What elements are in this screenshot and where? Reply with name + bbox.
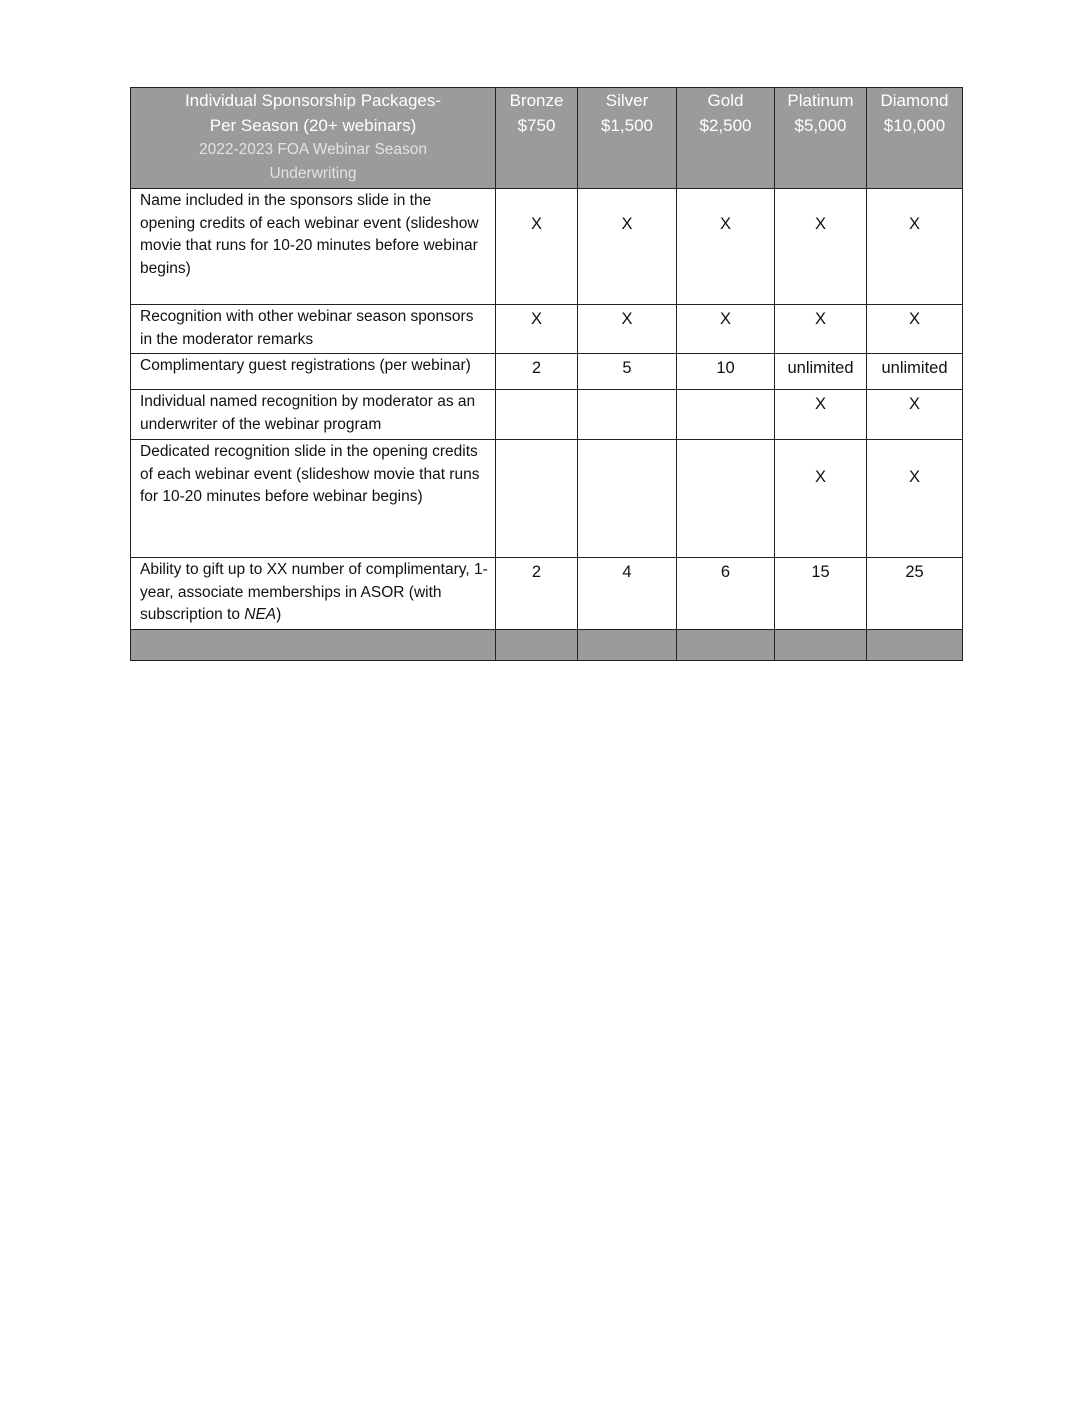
- tier-price: $5,000: [794, 116, 847, 135]
- tier-name: Diamond: [880, 91, 949, 110]
- feature-cell: Dedicated recognition slide in the opening credits of each webinar event (slideshow movie that runs for 10-20 minutes before webinar begins): [131, 440, 496, 558]
- tier-price: $750: [517, 116, 556, 135]
- platinum-value: X: [775, 440, 867, 558]
- package-subtitle-line2: Underwriting: [269, 165, 357, 182]
- table-row: [131, 558, 963, 630]
- diamond-value: unlimited: [867, 354, 963, 390]
- tier-price: $10,000: [883, 116, 946, 135]
- tier-header-silver: [578, 88, 677, 189]
- gold-value: 10: [677, 354, 775, 390]
- feature-cell: [131, 558, 496, 630]
- silver-value: X: [578, 305, 677, 354]
- footer-cell: [775, 630, 867, 661]
- silver-value: [578, 390, 677, 440]
- diamond-value: X: [867, 305, 963, 354]
- feature-cell: Complimentary guest registrations (per webinar): [131, 354, 496, 390]
- sponsorship-table: [130, 87, 963, 661]
- gold-value: [677, 440, 775, 558]
- platinum-value: X: [775, 305, 867, 354]
- bronze-value: X: [496, 305, 578, 354]
- bronze-value: [496, 440, 578, 558]
- feature-cell: Individual named recognition by moderator as an underwriter of the webinar program: [131, 390, 496, 440]
- bronze-value: 2: [496, 354, 578, 390]
- footer-cell: [496, 630, 578, 661]
- footer-cell: [131, 630, 496, 661]
- table-row: [131, 189, 963, 305]
- tier-price: $2,500: [699, 116, 752, 135]
- package-title-line2: Per Season (20+ webinars): [209, 116, 417, 135]
- table-row: [131, 354, 963, 390]
- diamond-value: X: [867, 390, 963, 440]
- gold-value: X: [677, 189, 775, 305]
- platinum-value: X: [775, 390, 867, 440]
- gold-value: X: [677, 305, 775, 354]
- feature-cell: Recognition with other webinar season sponsors in the moderator remarks: [131, 305, 496, 354]
- table-header-row: [131, 88, 963, 189]
- bronze-value: [496, 390, 578, 440]
- table-row: [131, 305, 963, 354]
- diamond-value: X: [867, 440, 963, 558]
- platinum-value: X: [775, 189, 867, 305]
- tier-name: Silver: [605, 91, 649, 110]
- package-subtitle-line1: 2022-2023 FOA Webinar Season: [198, 141, 428, 158]
- footer-cell: [677, 630, 775, 661]
- table-row: [131, 440, 963, 558]
- package-title-cell: [131, 88, 496, 189]
- diamond-value: 25: [867, 558, 963, 630]
- feature-text: Ability to gift up to XX number of complimentary, 1-year, associate memberships in ASOR (with subscription to: [140, 561, 488, 623]
- platinum-value: 15: [775, 558, 867, 630]
- gold-value: [677, 390, 775, 440]
- silver-value: 5: [578, 354, 677, 390]
- platinum-value: unlimited: [775, 354, 867, 390]
- tier-header-diamond: [867, 88, 963, 189]
- silver-value: 4: [578, 558, 677, 630]
- feature-text-suffix: ): [276, 606, 282, 623]
- table-footer-row: [131, 630, 963, 661]
- gold-value: 6: [677, 558, 775, 630]
- tier-header-gold: [677, 88, 775, 189]
- feature-cell: Name included in the sponsors slide in the opening credits of each webinar event (slideshow movie that runs for 10-20 minutes before webinar begins): [131, 189, 496, 305]
- diamond-value: X: [867, 189, 963, 305]
- silver-value: X: [578, 189, 677, 305]
- bronze-value: X: [496, 189, 578, 305]
- tier-header-platinum: [775, 88, 867, 189]
- table-row: [131, 390, 963, 440]
- footer-cell: [867, 630, 963, 661]
- footer-cell: [578, 630, 677, 661]
- package-title-line1: Individual Sponsorship Packages-: [184, 91, 442, 110]
- tier-price: $1,500: [601, 116, 653, 135]
- silver-value: [578, 440, 677, 558]
- journal-name: NEA: [244, 606, 277, 623]
- tier-name: Bronze: [509, 91, 564, 110]
- tier-name: Gold: [707, 91, 744, 110]
- tier-name: Platinum: [787, 91, 854, 110]
- tier-header-bronze: [496, 88, 578, 189]
- bronze-value: 2: [496, 558, 578, 630]
